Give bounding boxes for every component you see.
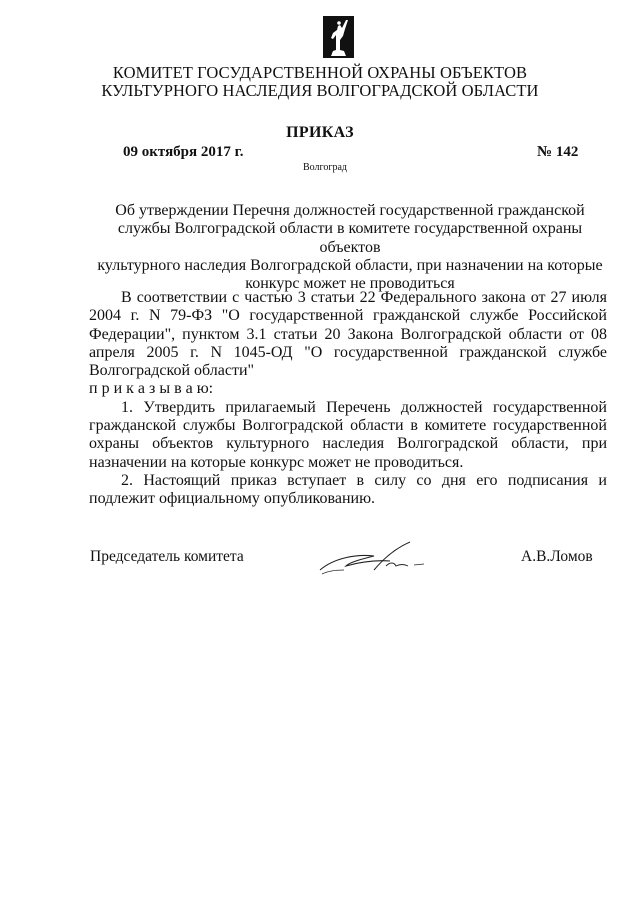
order-word: п р и к а з ы в а ю: (89, 380, 214, 398)
signatory-name: А.В.Ломов (521, 548, 593, 565)
handwritten-signature-icon (316, 540, 436, 578)
order-subject (95, 202, 605, 293)
organization-line-1: КОМИТЕТ ГОСУДАРСТВЕННОЙ ОХРАНЫ ОБЪЕКТОВ (112, 63, 528, 82)
organization-name (0, 64, 640, 100)
preamble-paragraph: В соответствии с частью 3 статьи 22 Федерального закона от 27 июля 2004 г. N 79-ФЗ "О государственной гражданской службе Российской Федерации", пунктом 3.1 статьи 20 Закона Волгоградской области от 08 апреля 2005 г. N 1045-ОД "О государственной гражданской службе Волгоградской области" (89, 289, 607, 380)
order-number: № 142 (537, 144, 579, 160)
order-title: ПРИКАЗ (286, 124, 354, 141)
organization-line-2: КУЛЬТУРНОГО НАСЛЕДИЯ ВОЛГОГРАДСКОЙ ОБЛАСТИ (101, 81, 539, 100)
signatory-title: Председатель комитета (90, 548, 244, 565)
subject-line-4: конкурс может не проводиться (245, 275, 455, 293)
order-city: Волгоград (302, 162, 347, 173)
order-body (89, 289, 607, 509)
volgograd-emblem-icon (323, 16, 354, 58)
subject-line-1: Об утверждении Перечня должностей государственной гражданской (115, 202, 585, 219)
order-item-1: 1. Утвердить прилагаемый Перечень должностей государственной гражданской службы Волгоградской области в комитете государственной охраны объектов культурного наследия Волгоградской области, при назначении на которые конкурс может не проводиться. (89, 398, 607, 471)
order-date: 09 октября 2017 г. (123, 144, 244, 160)
subject-line-3: культурного наследия Волгоградской области, при назначении на которые (97, 256, 603, 274)
order-item-2: 2. Настоящий приказ вступает в силу со дня его подписания и подлежит официальному опубликованию. (89, 471, 607, 508)
subject-line-2: службы Волгоградской области в комитете государственной охраны объектов (117, 220, 583, 256)
